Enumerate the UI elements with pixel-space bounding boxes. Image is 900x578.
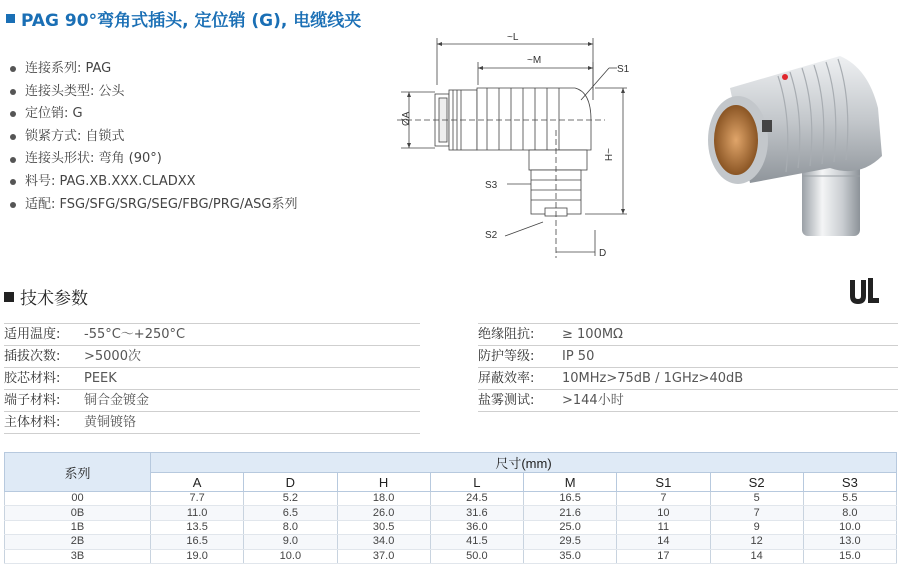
column-header: D [244, 473, 337, 492]
dimension-cell: 11.0 [151, 506, 244, 520]
dim-label-A: ØA [401, 111, 412, 126]
dimension-cell: 8.0 [244, 520, 337, 534]
table-row [5, 520, 897, 534]
dimension-cell: 41.5 [430, 535, 523, 549]
dimension-cell: 37.0 [337, 549, 430, 563]
technical-drawing [395, 30, 635, 265]
param-row: 插拔次数: >5000次 [4, 345, 420, 367]
param-row: 端子材料: 铜合金镀金 [4, 389, 420, 411]
dim-label-L: ~L [507, 32, 519, 43]
dimension-cell: 24.5 [430, 492, 523, 506]
spec-item: 料号: PAG.XB.XXX.CLADXX [4, 171, 297, 194]
dimension-cell: 7 [617, 492, 710, 506]
dimension-cell: 14 [617, 535, 710, 549]
dimension-cell: 29.5 [524, 535, 617, 549]
dim-label-S3: S3 [485, 180, 498, 191]
title-text: PAG 90°弯角式插头, 定位销 (G), 电缆线夹 [21, 11, 362, 31]
dimensions-table [4, 452, 897, 564]
series-cell: 1B [5, 520, 151, 534]
table-row [5, 549, 897, 563]
column-header: L [430, 473, 523, 492]
spec-item: 锁紧方式: 自锁式 [4, 126, 297, 149]
dim-label-H: ~H [602, 148, 613, 162]
dimension-cell: 25.0 [524, 520, 617, 534]
table-row [5, 506, 897, 520]
dimension-cell: 5.2 [244, 492, 337, 506]
dimension-cell: 16.5 [524, 492, 617, 506]
bullet-icon [10, 111, 16, 117]
dimension-cell: 9.0 [244, 535, 337, 549]
tech-params-heading: 技术参数 [4, 284, 88, 309]
column-header: S1 [617, 473, 710, 492]
dimension-cell: 36.0 [430, 520, 523, 534]
dim-label-S2: S2 [485, 230, 498, 241]
page-title [6, 6, 361, 31]
dimension-cell: 11 [617, 520, 710, 534]
param-row: 适用温度: -55°C～+250°C [4, 323, 420, 345]
dimension-cell: 12 [710, 535, 803, 549]
param-row: 屏蔽效率: 10MHz>75dB / 1GHz>40dB [478, 367, 898, 389]
bullet-icon [10, 134, 16, 140]
dimension-cell: 13.5 [151, 520, 244, 534]
spec-item: 连接系列: PAG [4, 58, 297, 81]
ul-certification-icon [846, 276, 882, 306]
connector-photo [690, 48, 890, 243]
dims-header: 尺寸(mm) [151, 453, 897, 473]
column-header: S2 [710, 473, 803, 492]
param-row: 绝缘阻抗: ≥ 100MΩ [478, 323, 898, 345]
dimension-cell: 34.0 [337, 535, 430, 549]
dimension-cell: 14 [710, 549, 803, 563]
column-header: S3 [803, 473, 896, 492]
dimension-cell: 31.6 [430, 506, 523, 520]
dimension-cell: 30.5 [337, 520, 430, 534]
dimension-cell: 9 [710, 520, 803, 534]
dimension-cell: 18.0 [337, 492, 430, 506]
dimension-cell: 10 [617, 506, 710, 520]
dim-label-M: ~M [527, 55, 542, 66]
param-row: 主体材料: 黄铜镀铬 [4, 411, 420, 434]
column-header: M [524, 473, 617, 492]
column-header: H [337, 473, 430, 492]
dim-label-S1: S1 [617, 64, 630, 75]
title-square-icon [6, 14, 15, 23]
dimension-cell: 8.0 [803, 506, 896, 520]
series-cell: 0B [5, 506, 151, 520]
dimension-cell: 19.0 [151, 549, 244, 563]
column-header: A [151, 473, 244, 492]
param-row: 盐雾测试: >144小时 [478, 389, 898, 412]
params-left [4, 323, 420, 434]
dimension-cell: 16.5 [151, 535, 244, 549]
dimension-cell: 50.0 [430, 549, 523, 563]
spec-list [4, 58, 297, 216]
dimension-cell: 10.0 [803, 520, 896, 534]
dimension-cell: 7.7 [151, 492, 244, 506]
heading-square-icon [4, 292, 14, 302]
dimension-cell: 13.0 [803, 535, 896, 549]
bullet-icon [10, 157, 16, 163]
series-header: 系列 [5, 453, 151, 492]
spec-item: 连接头形状: 弯角 (90°) [4, 148, 297, 171]
table-row [5, 492, 897, 506]
dimension-cell: 7 [710, 506, 803, 520]
dim-label-D: D [599, 248, 607, 259]
dimension-cell: 26.0 [337, 506, 430, 520]
spec-item: 适配: FSG/SFG/SRG/SEG/FBG/PRG/ASG系列 [4, 194, 297, 217]
series-cell: 00 [5, 492, 151, 506]
bullet-icon [10, 89, 16, 95]
param-row: 防护等级: IP 50 [478, 345, 898, 367]
dimension-cell: 5.5 [803, 492, 896, 506]
bullet-icon [10, 66, 16, 72]
dimension-cell: 5 [710, 492, 803, 506]
dimension-cell: 15.0 [803, 549, 896, 563]
spec-item: 连接头类型: 公头 [4, 81, 297, 104]
params-right [478, 323, 898, 412]
spec-item: 定位销: G [4, 103, 297, 126]
dimension-cell: 6.5 [244, 506, 337, 520]
table-row [5, 535, 897, 549]
bullet-icon [10, 202, 16, 208]
dimension-cell: 35.0 [524, 549, 617, 563]
param-row: 胶芯材料: PEEK [4, 367, 420, 389]
series-cell: 2B [5, 535, 151, 549]
bullet-icon [10, 179, 16, 185]
dimension-cell: 21.6 [524, 506, 617, 520]
dimension-cell: 17 [617, 549, 710, 563]
series-cell: 3B [5, 549, 151, 563]
dimension-cell: 10.0 [244, 549, 337, 563]
